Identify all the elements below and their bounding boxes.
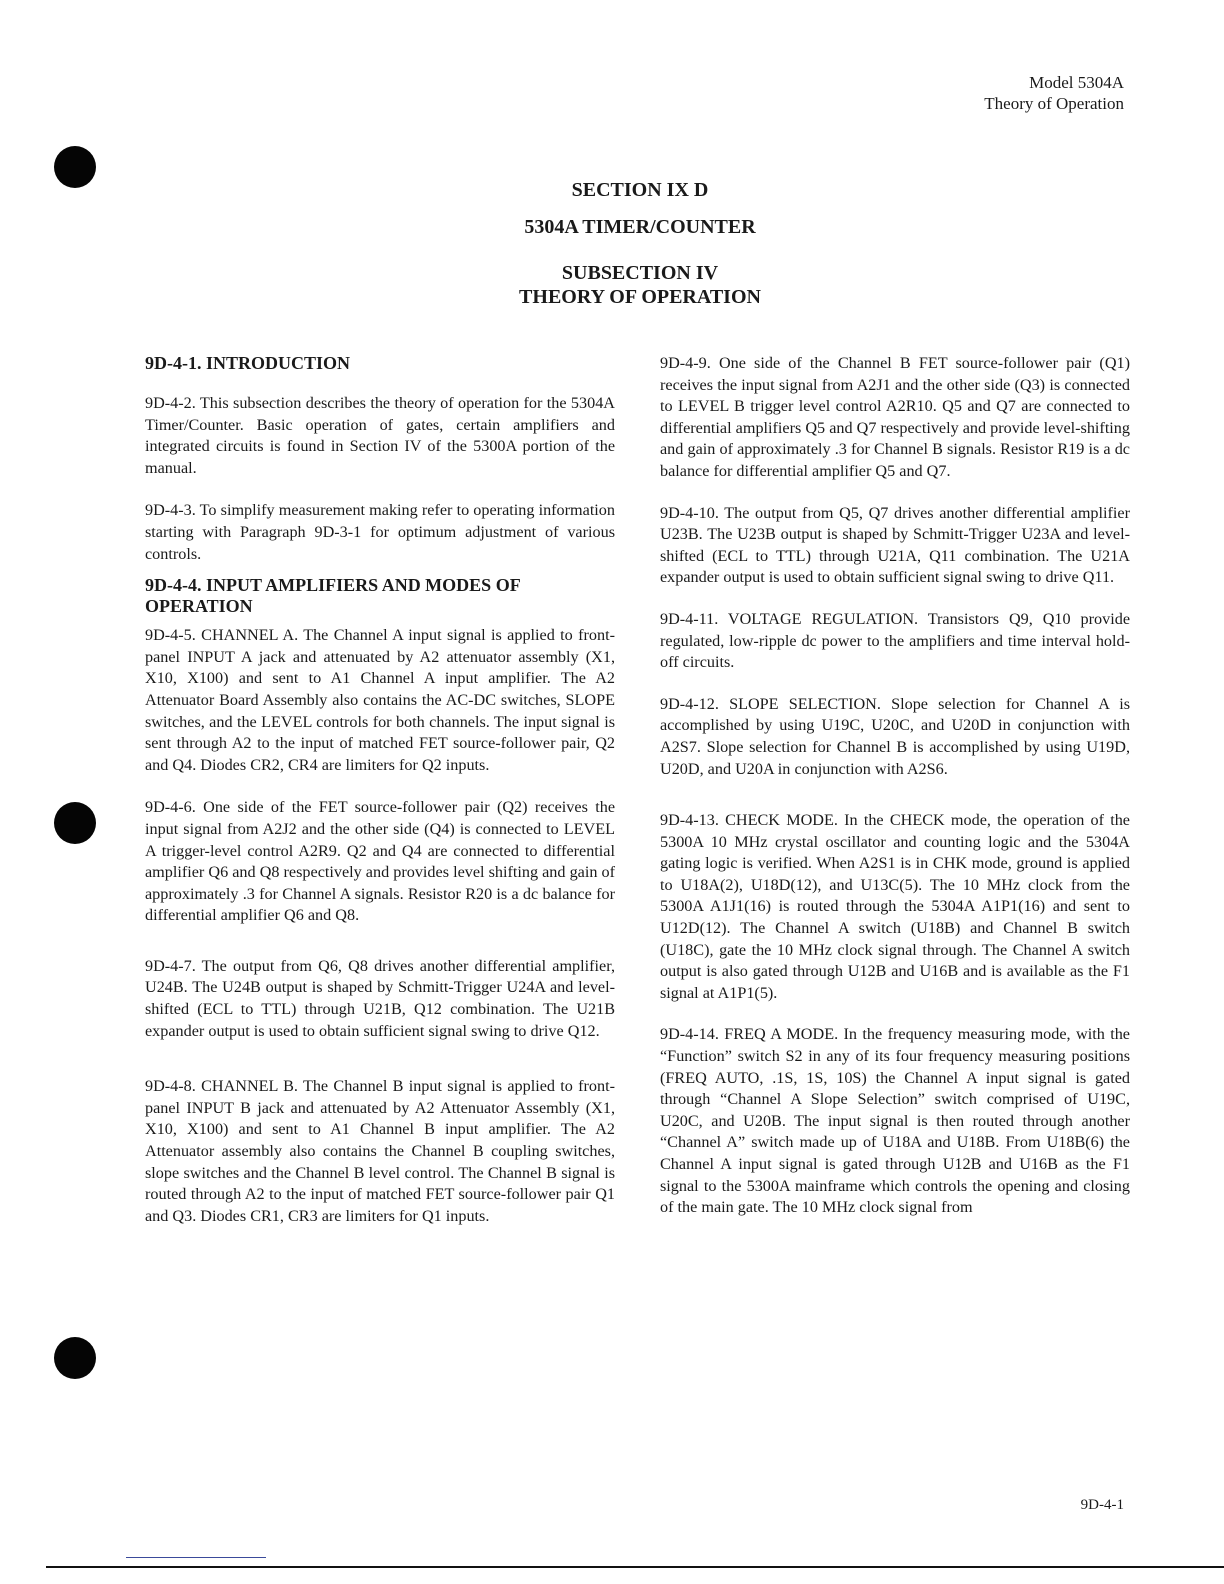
subsection-title: SUBSECTION IV xyxy=(561,262,719,284)
paragraph-9d-4-13: 9D-4-13. CHECK MODE. In the CHECK mode, the operation of the 5300A 10 MHz crystal oscillator and counting logic and the 5304A gating logic is verified. When A2S1 is in CHK mode, ground is applied to U18A(2), U18D(12), and U13C(5). The 10 MHz clock from the 5300A A1J1(16) is routed through the 5304A A1P1(16) and sent to U12D(12). The Channel A switch (U18B) and Channel B switch (U18C), gate the 10 MHz clock signal through. The Channel A switch output is also gated through U12B and U16B and is available as the F1 signal at A1P1(5). xyxy=(660,811,1130,1002)
header-model: Model 5304A xyxy=(1029,73,1124,92)
paragraph-9d-4-9: 9D-4-9. One side of the Channel B FET source-follower pair (Q1) receives the input signal from A2J1 and the other side (Q3) is connected to LEVEL B trigger level control A2R10. Q5 and Q7 are connected to differential amplifiers Q5 and Q7 respectively and provide level-shifting and gain of approximately .3 for Channel B signals. Resistor R19 is a dc balance for differential amplifier Q5 and Q7. xyxy=(660,354,1130,480)
section-title: SECTION IX D xyxy=(571,179,709,201)
bottom-rule xyxy=(46,1566,1224,1568)
product-title: 5304A TIMER/COUNTER xyxy=(524,216,756,238)
binder-hole-middle xyxy=(54,802,96,844)
header-section-name: Theory of Operation xyxy=(984,94,1124,113)
heading-input-amplifiers: 9D-4-4. INPUT AMPLIFIERS AND MODES OF OPERATION xyxy=(145,575,521,617)
running-header xyxy=(984,72,1124,114)
bottom-short-rule xyxy=(126,1557,266,1558)
left-column xyxy=(145,353,615,1227)
paragraph-9d-4-14: 9D-4-14. FREQ A MODE. In the frequency measuring mode, with the “Function” switch S2 in any of its four frequency measuring positions (FREQ AUTO, .1S, 1S, 10S) the Channel A input signal is gated through “Channel A Slope Selection” switch comprised of U19C, U20C, and U20B. The input signal is then routed through another “Channel A” switch made up of U18A and U18B. From U18B(6) the Channel A input signal is gated through U12B and U16B as the F1 signal to the 5300A mainframe which controls the opening and closing of the main gate. The 10 MHz clock signal from xyxy=(660,1025,1130,1217)
paragraph-9d-4-5: 9D-4-5. CHANNEL A. The Channel A input signal is applied to front-panel INPUT A jack and attenuated by A2 attenuator assembly (X1, X10, X100) and sent to A1 Channel A input amplifier. The A2 Attenuator Board Assembly also contains the AC-DC switches, SLOPE switches, and the LEVEL controls for both channels. The input signal is sent through A2 to the input of matched FET source-follower pair, Q2 and Q4. Diodes CR2, CR4 are limiters for Q2 inputs. xyxy=(145,626,615,774)
section-titles xyxy=(0,178,1224,309)
page-number: 9D-4-1 xyxy=(1080,1497,1124,1513)
paragraph-9d-4-12: 9D-4-12. SLOPE SELECTION. Slope selection for Channel A is accomplished by using U19C, U20C, and U20D in conjunction with A2S7. Slope selection for Channel B is accomplished by using U19D, U20D, and U20A in conjunction with A2S6. xyxy=(660,694,1130,778)
paragraph-9d-4-8: 9D-4-8. CHANNEL B. The Channel B input signal is applied to front-panel INPUT B jack and attenuated by A2 Attenuator Assembly (X1, X10, X100) and sent to A1 Channel B input amplifier. The A2 Attenuator assembly also contains the Channel B coupling switches, slope switches and the Channel B level control. The Channel B signal is routed through A2 to the input of matched FET source-follower pair Q1 and Q3. Diodes CR1, CR3 are limiters for Q1 inputs. xyxy=(145,1077,615,1225)
paragraph-9d-4-7: 9D-4-7. The output from Q6, Q8 drives another differential amplifier, U24B. The U24B output is shaped by Schmitt-Trigger U24A and level-shifted (ECL to TTL) through U21B, Q12 combination. The U21B expander output is used to obtain sufficient signal swing to drive Q12. xyxy=(145,956,615,1040)
paragraph-9d-4-10: 9D-4-10. The output from Q5, Q7 drives another differential amplifier U23B. The U23B output is shaped by Schmitt-Trigger U23A and level-shifted (ECL to TTL) through U21A, Q11 combination. The U21A expander output is used to obtain sufficient signal swing to drive Q11. xyxy=(660,503,1130,587)
paragraph-9d-4-11: 9D-4-11. VOLTAGE REGULATION. Transistors Q9, Q10 provide regulated, low-ripple dc power to the amplifiers and time interval hold-off circuits. xyxy=(660,609,1130,672)
subsection-heading: THEORY OF OPERATION xyxy=(519,286,761,308)
paragraph-9d-4-2: 9D-4-2. This subsection describes the theory of operation for the 5304A Timer/Counter. Basic operation of gates, certain amplifiers and integrated circuits is found in Section IV of the 5300A portion of the manual. xyxy=(145,394,615,477)
paragraph-9d-4-3: 9D-4-3. To simplify measurement making refer to operating information starting with Paragraph 9D-3-1 for optimum adjustment of various controls. xyxy=(145,501,615,563)
binder-hole-bottom xyxy=(54,1337,96,1379)
heading-introduction: 9D-4-1. INTRODUCTION xyxy=(145,353,351,373)
right-column xyxy=(660,353,1130,1219)
paragraph-9d-4-6: 9D-4-6. One side of the FET source-follower pair (Q2) receives the input signal from A2J2 and the other side (Q4) is connected to LEVEL A trigger-level control A2R9. Q2 and Q4 are connected to differential amplifier Q6 and Q8 respectively and provides level shifting and gain of approximately .3 for Channel A signals. Resistor R20 is a dc balance for differential amplifier Q6 and Q8. xyxy=(145,798,615,925)
